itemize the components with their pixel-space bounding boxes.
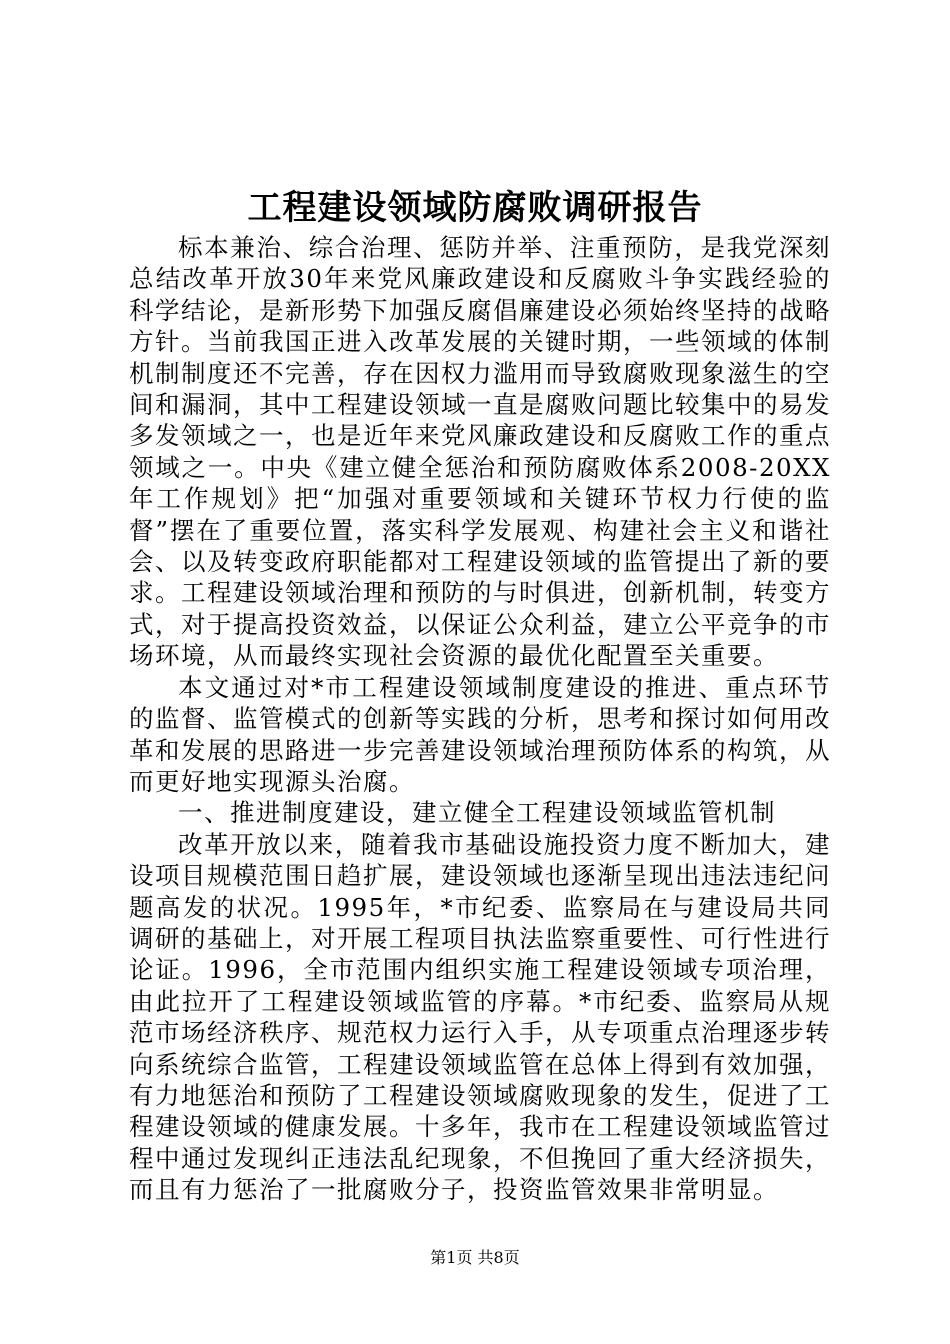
page-number-footer: 第1页 共8页 [430, 1248, 520, 1267]
document-body [129, 232, 831, 1206]
document-title: 工程建设领域防腐败调研报告 [247, 188, 703, 228]
paragraph: 本文通过对*市工程建设领域制度建设的推进、重点环节的监督、监管模式的创新等实践的分析，思考和探讨如何用改革和发展的思路进一步完善建设领域治理预防体系的构筑，从而更好地实现源头治腐。 [129, 672, 831, 796]
section-heading: 一、推进制度建设，建立健全工程建设领域监管机制 [178, 798, 776, 828]
paragraph: 改革开放以来，随着我市基础设施投资力度不断加大，建设项目规模范围日趋扩展，建设领域也逐渐呈现出违法违纪问题高发的状况。1995年，*市纪委、监察局在与建设局共同调研的基础上，对开展工程项目执法监察重要性、可行性进行论证。1996，全市范围内组织实施工程建设领域专项治理，由此拉开了工程建设领域监管的序幕。*市纪委、监察局从规范市场经济秩序、规范权力运行入手，从专项重点治理逐步转向系统综合监管，工程建设领域监管在总体上得到有效加强，有力地惩治和预防了工程建设领域腐败现象的发生，促进了工程建设领域的健康发展。十多年，我市在工程建设领域监管过程中通过发现纠正违法乱纪现象，不但挽回了重大经济损失，而且有力惩治了一批腐败分子，投资监管效果非常明显。 [129, 829, 831, 1205]
paragraph: 标本兼治、综合治理、惩防并举、注重预防，是我党深刻总结改革开放30年来党风廉政建设和反腐败斗争实践经验的科学结论，是新形势下加强反腐倡廉建设必须始终坚持的战略方针。当前我国正进入改革发展的关键时期，一些领域的体制机制制度还不完善，存在因权力滥用而导致腐败现象滋生的空间和漏洞，其中工程建设领域一直是腐败问题比较集中的易发多发领域之一，也是近年来党风廉政建设和反腐败工作的重点领域之一。中央《建立健全惩治和预防腐败体系2008-20XX年工作规划》把“加强对重要领域和关键环节权力行使的监督”摆在了重要位置，落实科学发展观、构建社会主义和谐社会、以及转变政府职能都对工程建设领域的监管提出了新的要求。工程建设领域治理和预防的与时俱进，创新机制，转变方式，对于提高投资效益，以保证公众利益，建立公平竞争的市场环境，从而最终实现社会资源的最优化配置至关重要。 [129, 233, 831, 671]
